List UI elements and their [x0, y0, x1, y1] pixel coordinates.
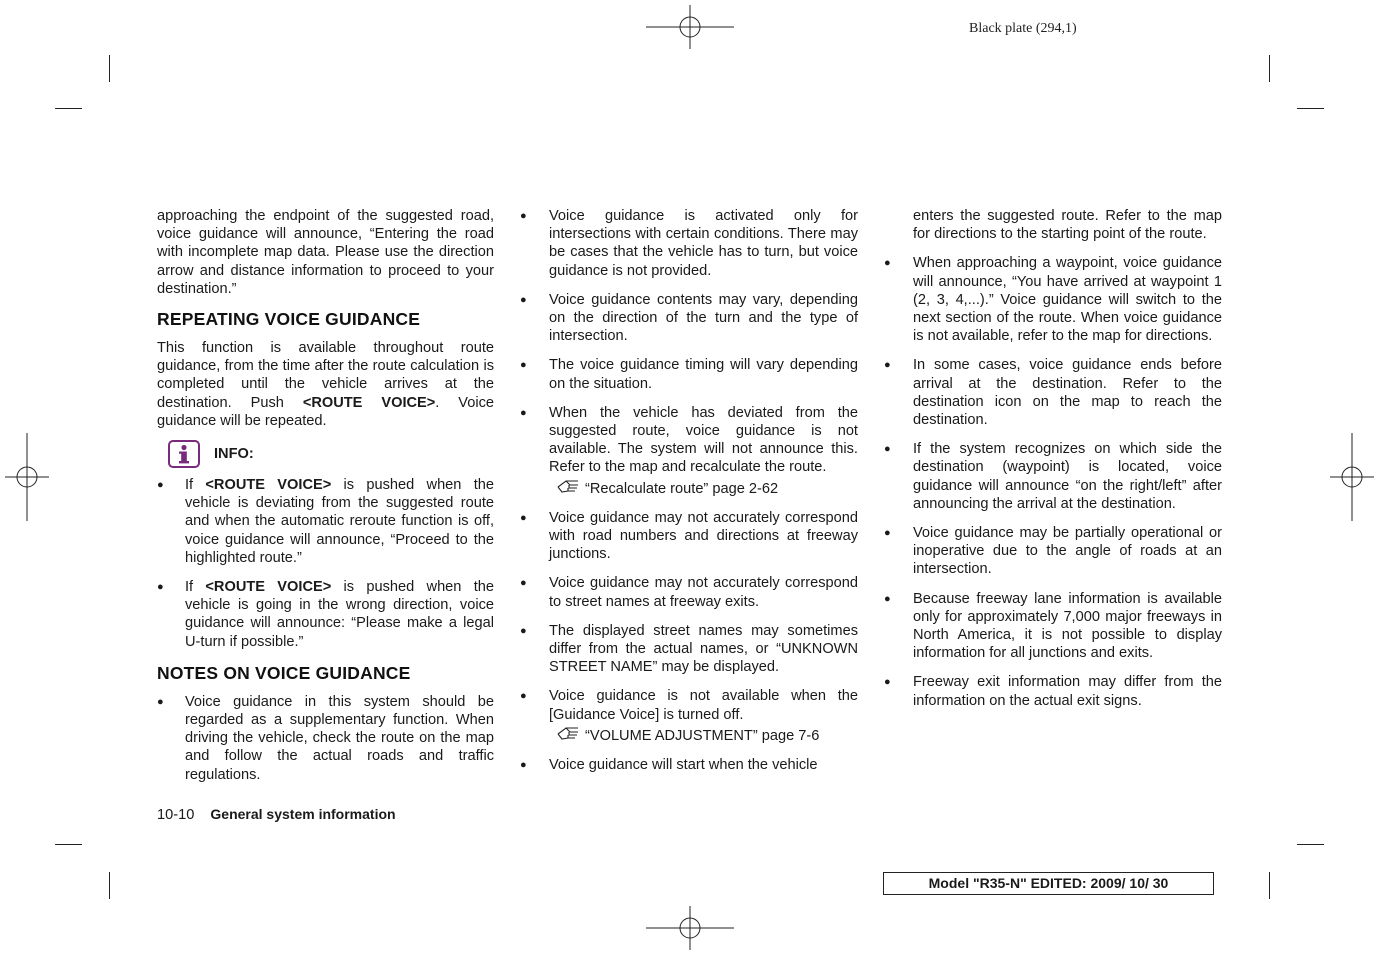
- item-text: The displayed street names may sometimes differ from the actual names, or “UNKNOWN STREET NAME” may be displayed.: [549, 622, 858, 676]
- list-item: [520, 404, 858, 498]
- bullet: ●: [884, 592, 891, 605]
- info-icon: [168, 440, 200, 468]
- list-item: [157, 578, 494, 651]
- item-text: Voice guidance contents may vary, depending on the direction of the turn and the type of intersection.: [549, 291, 858, 345]
- section-heading-notes: NOTES ON VOICE GUIDANCE: [157, 662, 411, 683]
- continued-text: enters the suggested route. Refer to the map for directions to the starting point of the route.: [913, 208, 1222, 243]
- list-item: [157, 693, 494, 784]
- list-item: [884, 590, 1222, 663]
- list-item: [157, 476, 494, 567]
- item-text: The voice guidance timing will vary depending on the situation.: [549, 357, 858, 392]
- crop-mark: [1269, 872, 1270, 899]
- list-item: [884, 356, 1222, 429]
- column-middle: [520, 207, 858, 785]
- list-item: [520, 356, 858, 392]
- list-item: [520, 574, 858, 610]
- list-item: [520, 291, 858, 346]
- column-right: [884, 207, 1222, 721]
- bullet: ●: [884, 359, 891, 372]
- item-text: In some cases, voice guidance ends before arrival at the destination. Refer to the destination icon on the map to reach the destination.: [913, 357, 1222, 429]
- button-name: <ROUTE VOICE>: [205, 579, 332, 596]
- item-text: is pushed when the vehicle is deviating from the suggested route and when the automatic reroute function is off, voice guidance will announce, “Proceed to the highlighted route.”: [185, 477, 494, 566]
- section-name: General system information: [210, 806, 396, 822]
- item-text: Voice guidance may be partially operational or inoperative due to the angle of roads at an intersection.: [913, 525, 1222, 578]
- crop-mark: [1297, 844, 1324, 845]
- intro-paragraph: approaching the endpoint of the suggested road, voice guidance will announce, “Entering the road with incomplete map data. Please use the direction arrow and distance information to proceed to your destination.”: [157, 208, 494, 297]
- cross-reference-text: “Recalculate route” page 2-62: [585, 480, 779, 497]
- item-text: Voice guidance will start when the vehicle: [549, 757, 818, 774]
- notes-list-continued: [520, 207, 858, 774]
- bullet: ●: [520, 511, 527, 524]
- bullet: ●: [157, 479, 164, 492]
- list-item: [520, 207, 858, 280]
- bullet: ●: [520, 406, 527, 419]
- item-text: Freeway exit information may differ from the information on the actual exit signs.: [913, 674, 1222, 709]
- item-text: Voice guidance may not accurately correspond with road numbers and directions at freeway junctions.: [549, 509, 858, 563]
- list-item: [884, 254, 1222, 345]
- item-text: When the vehicle has deviated from the suggested route, voice guidance is not available. The system will not announce this. Refer to the map and recalculate the route.: [549, 404, 858, 476]
- item-text: Voice guidance is activated only for intersections with certain conditions. There may be cases that the vehicle has to turn, but voice guidance is not provided.: [549, 208, 858, 279]
- info-label: INFO:: [214, 446, 254, 463]
- bullet: ●: [884, 676, 891, 689]
- list-item: [884, 673, 1222, 709]
- item-text: When approaching a waypoint, voice guidance will announce, “You have arrived at waypoint 1 (2, 3, 4,...).” Voice guidance will switch to the next section of the route. When voice guidance is not available, refer to the map for directions.: [913, 255, 1222, 345]
- bullet: ●: [520, 210, 527, 222]
- list-item: [520, 622, 858, 677]
- crop-mark: [55, 844, 82, 845]
- info-box: [157, 440, 494, 472]
- plate-label: Black plate (294,1): [969, 21, 1077, 36]
- item-text: Voice guidance may not accurately correspond to street names at freeway exits.: [549, 575, 858, 610]
- pointing-hand-icon: [557, 724, 581, 740]
- bullet: ●: [520, 293, 527, 306]
- crop-mark: [55, 108, 82, 109]
- crop-mark: [109, 872, 110, 899]
- crop-mark: [1297, 108, 1324, 109]
- item-text: is pushed when the vehicle is going in the wrong direction, voice guidance will announce: “Please make a legal U-turn if possible.”: [185, 579, 494, 650]
- list-item: [884, 524, 1222, 579]
- bullet: ●: [884, 257, 891, 270]
- paragraph-text: . Voice guidance will be repeated.: [157, 394, 494, 429]
- page-footer: [157, 805, 396, 824]
- notes-list-continued: [884, 254, 1222, 709]
- bullet: ●: [520, 577, 527, 590]
- item-text: If: [185, 477, 206, 494]
- item-text: If the system recognizes on which side the destination (waypoint) is located, voice guidance will announce “on the right/left” after announcing the arrival at the destination.: [913, 441, 1222, 512]
- item-text: If: [185, 579, 206, 596]
- cross-reference[interactable]: [549, 724, 858, 745]
- crosshair-icon: [5, 433, 49, 521]
- bullet: ●: [884, 527, 891, 540]
- info-list: [157, 476, 494, 651]
- notes-list: [157, 693, 494, 784]
- cross-reference-text: “VOLUME ADJUSTMENT” page 7-6: [585, 727, 820, 744]
- section-heading-repeating: REPEATING VOICE GUIDANCE: [157, 309, 421, 330]
- list-item: [520, 687, 858, 745]
- crosshair-icon: [1330, 433, 1374, 521]
- pointing-hand-icon: [557, 477, 581, 493]
- button-name: <ROUTE VOICE>: [302, 394, 436, 411]
- page-number: 10-10: [157, 807, 195, 823]
- bullet: ●: [884, 443, 891, 456]
- crop-mark: [1269, 55, 1270, 82]
- list-item: [520, 509, 858, 564]
- bullet: ●: [520, 690, 527, 703]
- item-text: Voice guidance in this system should be regarded as a supplementary function. When driving the vehicle, check the route on the map and follow the actual roads and traffic regulations.: [185, 693, 494, 783]
- bullet: ●: [520, 359, 527, 372]
- crosshair-icon: [646, 906, 734, 950]
- repeating-paragraph: [157, 339, 494, 430]
- bullet: ●: [520, 624, 527, 637]
- bullet: ●: [520, 759, 527, 772]
- crop-mark: [109, 55, 110, 82]
- bullet: ●: [157, 581, 164, 594]
- item-text: Because freeway lane information is available only for approximately 7,000 major freeways in North America, it is not possible to display information for all junctions and exits.: [913, 590, 1222, 662]
- list-item: [520, 756, 858, 774]
- item-text: Voice guidance is not available when the [Guidance Voice] is turned off.: [549, 688, 858, 723]
- button-name: <ROUTE VOICE>: [205, 477, 332, 494]
- bullet: ●: [157, 695, 164, 708]
- list-item: [884, 440, 1222, 513]
- crosshair-icon: [646, 5, 734, 49]
- paragraph-text: This function is available throughout route guidance, from the time after the route calculation is completed until the vehicle arrives at the destination. Push: [157, 340, 494, 411]
- cross-reference[interactable]: [549, 477, 858, 498]
- column-left: [157, 207, 494, 795]
- model-edit-box: Model "R35-N" EDITED: 2009/ 10/ 30: [883, 872, 1214, 895]
